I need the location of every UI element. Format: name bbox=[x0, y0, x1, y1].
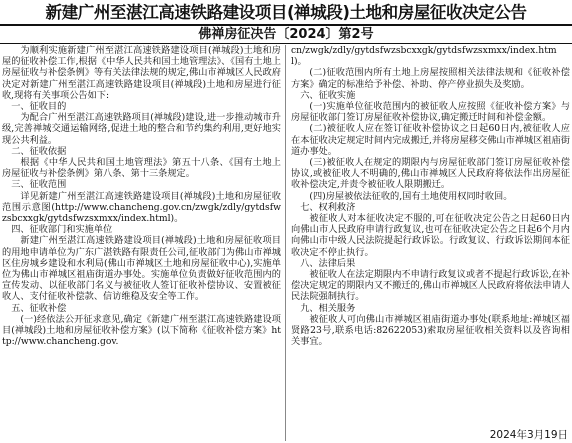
paragraph: 详见新建广州至湛江高速铁路建设项目(禅城段)土地和房屋征收范围示意图(http://www.chancheng.gov.cn/zwgk/zdly/gytdsfwzsbcxxgk/gytdsfwzsxmxx/index.html)。 bbox=[2, 190, 281, 225]
paragraph: (一)实施单位征收范围内的被征收人应按照《征收补偿方案》与房屋征收部门签订房屋征收补偿协议,确定搬迁时间和补偿金额。 bbox=[291, 101, 570, 124]
paragraph: (二)征收范围内所有土地上房屋按照相关法律法规和《征收补偿方案》确定的标准给予补偿、补助、停产停业损失及奖励。 bbox=[291, 67, 570, 90]
paragraph: 为配合广州至湛江高速铁路项目(禅城段)建设,进一步推动城市升级,完善禅城交通运输网络,促进土地的整合和节约集约利用,更好地实现公共利益。 bbox=[2, 112, 281, 146]
notice-title: 新建广州至湛江高速铁路建设项目(禅城段)土地和房屋征收决定公告 bbox=[45, 3, 527, 22]
title-rule bbox=[0, 24, 572, 26]
document-number: 佛禅房征决告〔2024〕第2号 bbox=[198, 27, 374, 42]
left-column bbox=[2, 45, 281, 441]
header-rule bbox=[0, 43, 572, 44]
paragraph: (四)房屋被依法征收的,国有土地使用权同时收回。 bbox=[309, 190, 513, 202]
section-heading: 六、征收实施 bbox=[300, 89, 356, 101]
paragraph: cn/zwgk/zdly/gytdsfwzsbcxxgk/gytdsfwzsxmxx/index.html)。 bbox=[291, 45, 557, 68]
section-heading: 三、征收范围 bbox=[11, 179, 67, 191]
section-heading: 七、权利救济 bbox=[300, 201, 356, 213]
notice-date: 2024年3月19日 bbox=[486, 429, 568, 441]
section-heading: 一、征收目的 bbox=[11, 101, 67, 113]
paragraph: (一)经依法公开征求意见,确定《新建广州至湛江高速铁路建设项目(禅城段)土地和房屋征收补偿方案》(以下简称《征收补偿方案》http://www.chancheng.gov. bbox=[2, 313, 281, 348]
paragraph: 为顺利实施新建广州至湛江高速铁路建设项目(禅城段)土地和房屋的征收补偿工作,根据《中华人民共和国土地管理法》、《国有土地上房屋征收与补偿条例》等有关法律法规的规定,佛山市禅城区人民政府决定对新建广州至湛江高速铁路建设项目(禅城段)土地和房屋进行征收,现将有关事项公告如下: bbox=[2, 45, 281, 101]
right-column bbox=[291, 45, 570, 441]
section-heading: 四、征收部门和实施单位 bbox=[11, 224, 113, 236]
paragraph: 新建广州至湛江高速铁路建设项目(禅城段)土地和房屋征收项目的用地申请单位为广东广湛铁路有限责任公司,征收部门为佛山市禅城区住房城乡建设和水利局(佛山市禅城区土地和房屋征收中心),实施单位为佛山市禅城区祖庙街道办事处。实施单位负责做好征收范围内的宣传发动、以征收部门名义与被征收人签订征收补偿协议、安置被征收人、支付征收补偿款、信访维稳及安全等工作。 bbox=[2, 235, 281, 303]
paragraph: 被征收人在法定期限内不申请行政复议或者不提起行政诉讼,在补偿决定规定的期限内又不搬迁的,佛山市禅城区人民政府将依法申请人民法院强制执行。 bbox=[291, 269, 570, 303]
section-heading: 九、相关服务 bbox=[300, 302, 356, 314]
paragraph: 被征收人可向佛山市禅城区祖庙街道办事处(联系地址:禅城区福贤路23号,联系电话:82622053)索取房屋征收相关资料以及咨询相关事宜。 bbox=[291, 313, 570, 348]
section-heading: 二、征收依据 bbox=[11, 145, 67, 157]
paragraph: (三)被征收人在规定的期限内与房屋征收部门签订房屋征收补偿协议,或被征收人不明确的,佛山市禅城区人民政府将依法作出房屋征收补偿决定,并责令被征收人限期搬迁。 bbox=[291, 157, 570, 191]
section-heading: 五、征收补偿 bbox=[11, 302, 67, 314]
paragraph: (二)被征收人应在签订征收补偿协议之日起60日内,被征收人应在本征收决定规定时间内完成搬迁,并将房屋移交佛山市禅城区祖庙街道办事处。 bbox=[291, 123, 570, 157]
column-divider bbox=[285, 45, 286, 441]
paragraph: 根据《中华人民共和国土地管理法》第五十八条、《国有土地上房屋征收与补偿条例》第八条、第十三条规定。 bbox=[2, 157, 281, 180]
paragraph: 被征收人对本征收决定不服的,可在征收决定公告之日起60日内向佛山市人民政府申请行政复议,也可在征收决定公告之日起6个月内向佛山市中级人民法院提起行政诉讼。行政复议、行政诉讼期间本征收决定不停止执行。 bbox=[291, 213, 570, 258]
section-heading: 八、法律后果 bbox=[300, 257, 356, 269]
